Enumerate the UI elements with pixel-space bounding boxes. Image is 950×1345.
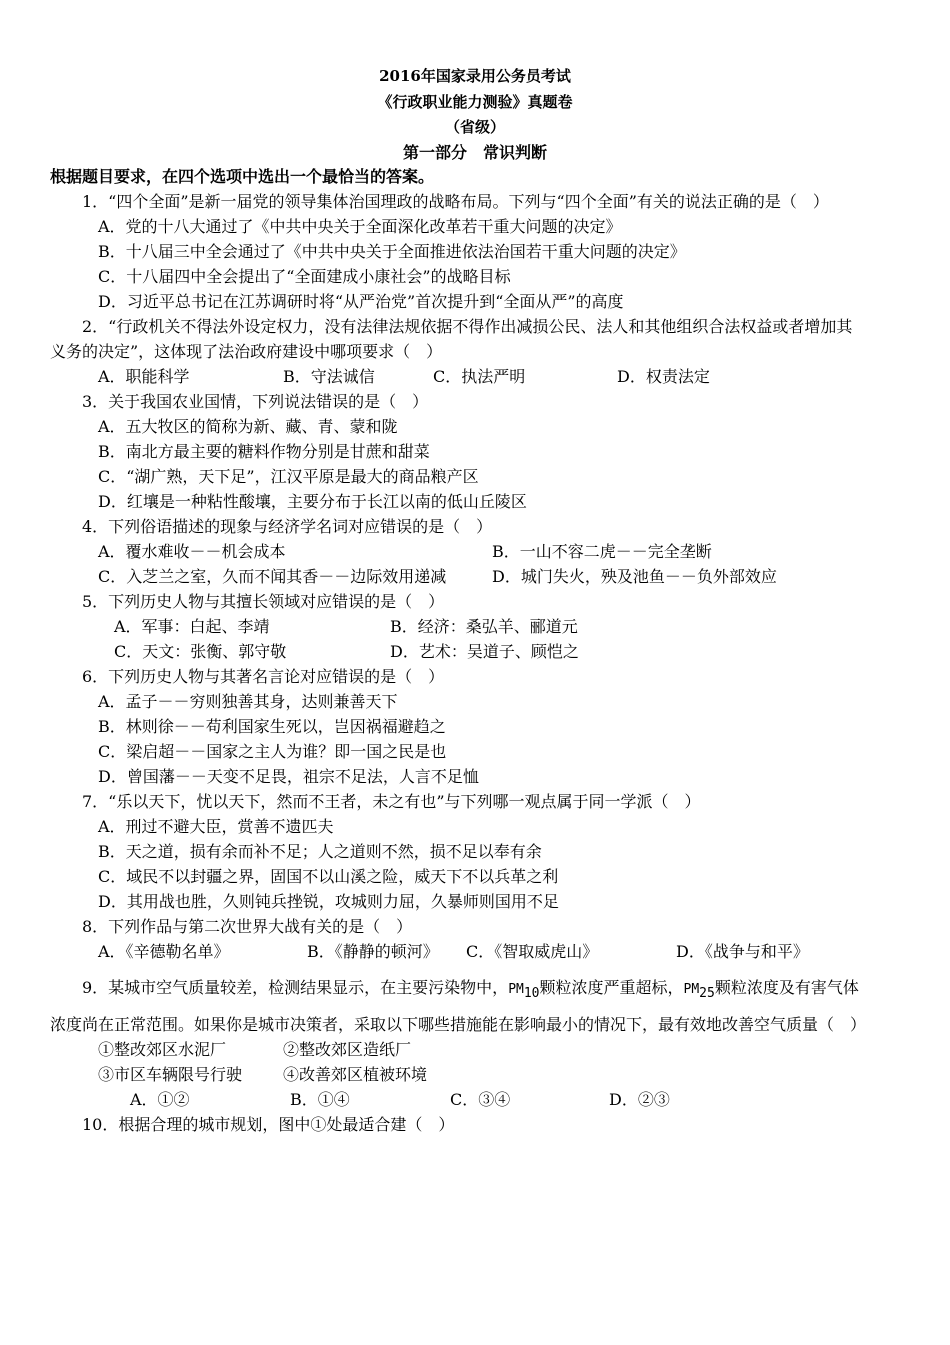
- q8-option-b: B．《静静的顿河》: [307, 942, 439, 961]
- q9-measure-2: ②整改郊区造纸厂: [283, 1040, 412, 1059]
- q9-option-c: C．③④: [450, 1090, 511, 1109]
- q5-stem: 5．下列历史人物与其擅长领域对应错误的是（ ）: [82, 592, 445, 611]
- q2-option-a: A．职能科学: [98, 367, 190, 386]
- q2-stem-line2: 义务的决定”，这体现了法治政府建设中哪项要求（ ）: [50, 342, 443, 361]
- exam-subtitle: 《行政职业能力测验》真题卷: [377, 93, 573, 111]
- q1-option-a: A．党的十八大通过了《中共中央关于全面深化改革若干重大问题的决定》: [98, 217, 622, 236]
- q9-stem-part3: 颗粒浓度及有害气体: [714, 978, 859, 997]
- pm10-label: PM: [508, 982, 524, 997]
- q9-option-b: B．①④: [290, 1090, 350, 1109]
- q1-option-c: C．十八届四中全会提出了“全面建成小康社会”的战略目标: [98, 267, 511, 286]
- q4-option-a: A．覆水难收－－机会成本: [98, 542, 286, 561]
- q10-stem: 10．根据合理的城市规划，图中①处最适合建（ ）: [82, 1115, 455, 1134]
- q6-option-a: A．孟子－－穷则独善其身，达则兼善天下: [98, 692, 398, 711]
- q9-option-a: A．①②: [130, 1090, 190, 1109]
- q2-stem-line1: 2．“行政机关不得法外设定权力，没有法律法规依据不得作出减损公民、法人和其他组织合法权益或者增加其: [82, 317, 853, 336]
- q8-option-c: C．《智取威虎山》: [466, 942, 599, 961]
- exam-title: 2016年国家录用公务员考试: [379, 67, 571, 85]
- q3-option-d: D．红壤是一种粘性酸壤，主要分布于长江以南的低山丘陵区: [98, 492, 527, 511]
- q6-option-c: C．梁启超－－国家之主人为谁？即一国之民是也: [98, 742, 447, 761]
- q2-option-b: B．守法诚信: [283, 367, 375, 386]
- q5-option-b: B．经济：桑弘羊、郦道元: [390, 617, 578, 636]
- pm10-subscript: 10: [523, 986, 540, 1002]
- q1-option-b: B．十八届三中全会通过了《中共中央关于全面推进依法治国若干重大问题的决定》: [98, 242, 686, 261]
- q3-option-c: C．“湖广熟，天下足”，江汉平原是最大的商品粮产区: [98, 467, 479, 486]
- q5-option-d: D．艺术：吴道子、顾恺之: [390, 642, 579, 661]
- q3-stem: 3．关于我国农业国情，下列说法错误的是（ ）: [82, 392, 429, 411]
- q6-option-d: D．曾国藩－－天变不足畏，祖宗不足法，人言不足恤: [98, 767, 479, 786]
- q5-option-a: A．军事：白起、李靖: [114, 617, 270, 636]
- q5-option-c: C．天文：张衡、郭守敬: [114, 642, 287, 661]
- q7-option-a: A．刑过不避大臣，赏善不遗匹夫: [98, 817, 334, 836]
- q7-stem: 7．“乐以天下，忧以天下，然而不王者，未之有也”与下列哪一观点属于同一学派（ ）: [82, 792, 701, 811]
- exam-level: （省级）: [444, 118, 505, 136]
- q9-measure-3: ③市区车辆限号行驶: [98, 1065, 243, 1084]
- q8-stem: 8．下列作品与第二次世界大战有关的是（ ）: [82, 917, 413, 936]
- q7-option-c: C．域民不以封疆之界，固国不以山溪之险，威天下不以兵革之利: [98, 867, 559, 886]
- q9-measure-1: ①整改郊区水泥厂: [98, 1040, 227, 1059]
- instruction-text: 根据题目要求，在四个选项中选出一个最恰当的答案。: [50, 167, 435, 186]
- q4-option-b: B．一山不容二虎－－完全垄断: [492, 542, 712, 561]
- q4-stem: 4．下列俗语描述的现象与经济学名词对应错误的是（ ）: [82, 517, 493, 536]
- q6-option-b: B．林则徐－－苟利国家生死以，岂因祸福避趋之: [98, 717, 446, 736]
- q7-option-b: B．天之道，损有余而补不足；人之道则不然，损不足以奉有余: [98, 842, 542, 861]
- q9-stem-line1: [82, 978, 859, 1000]
- q9-stem-part1: 9．某城市空气质量较差，检测结果显示，在主要污染物中，: [82, 978, 509, 997]
- q2-option-d: D．权责法定: [617, 367, 710, 386]
- q8-option-a: A．《辛德勒名单》: [98, 942, 230, 961]
- q7-option-d: D．其用战也胜，久则钝兵挫锐，攻城则力屈，久暴师则国用不足: [98, 892, 559, 911]
- pm25-subscript: 25: [699, 986, 715, 1002]
- q9-stem-part2: 颗粒浓度严重超标，: [539, 978, 684, 997]
- q6-stem: 6．下列历史人物与其著名言论对应错误的是（ ）: [82, 667, 445, 686]
- q4-option-c: C．入芝兰之室，久而不闻其香－－边际效用递减: [98, 567, 447, 586]
- pm25-label: PM: [683, 982, 700, 997]
- q9-measure-4: ④改善郊区植被环境: [283, 1065, 428, 1084]
- q3-option-b: B．南北方最主要的糖料作物分别是甘蔗和甜菜: [98, 442, 430, 461]
- q8-option-d: D．《战争与和平》: [676, 942, 809, 961]
- q9-stem-line2: 浓度尚在正常范围。如果你是城市决策者，采取以下哪些措施能在影响最小的情况下，最有效地改善空气质量（ ）: [50, 1015, 867, 1034]
- q3-option-a: A．五大牧区的简称为新、藏、青、蒙和陇: [98, 417, 398, 436]
- q2-option-c: C．执法严明: [433, 367, 526, 386]
- q1-option-d: D．习近平总书记在江苏调研时将“从严治党”首次提升到“全面从严”的高度: [98, 292, 624, 311]
- q9-option-d: D．②③: [609, 1090, 670, 1109]
- section-heading: 第一部分 常识判断: [402, 143, 547, 162]
- q1-stem: 1．“四个全面”是新一届党的领导集体治国理政的战略布局。下列与“四个全面”有关的说法正确的是（ ）: [82, 192, 829, 211]
- q4-option-d: D．城门失火，殃及池鱼－－负外部效应: [492, 567, 777, 586]
